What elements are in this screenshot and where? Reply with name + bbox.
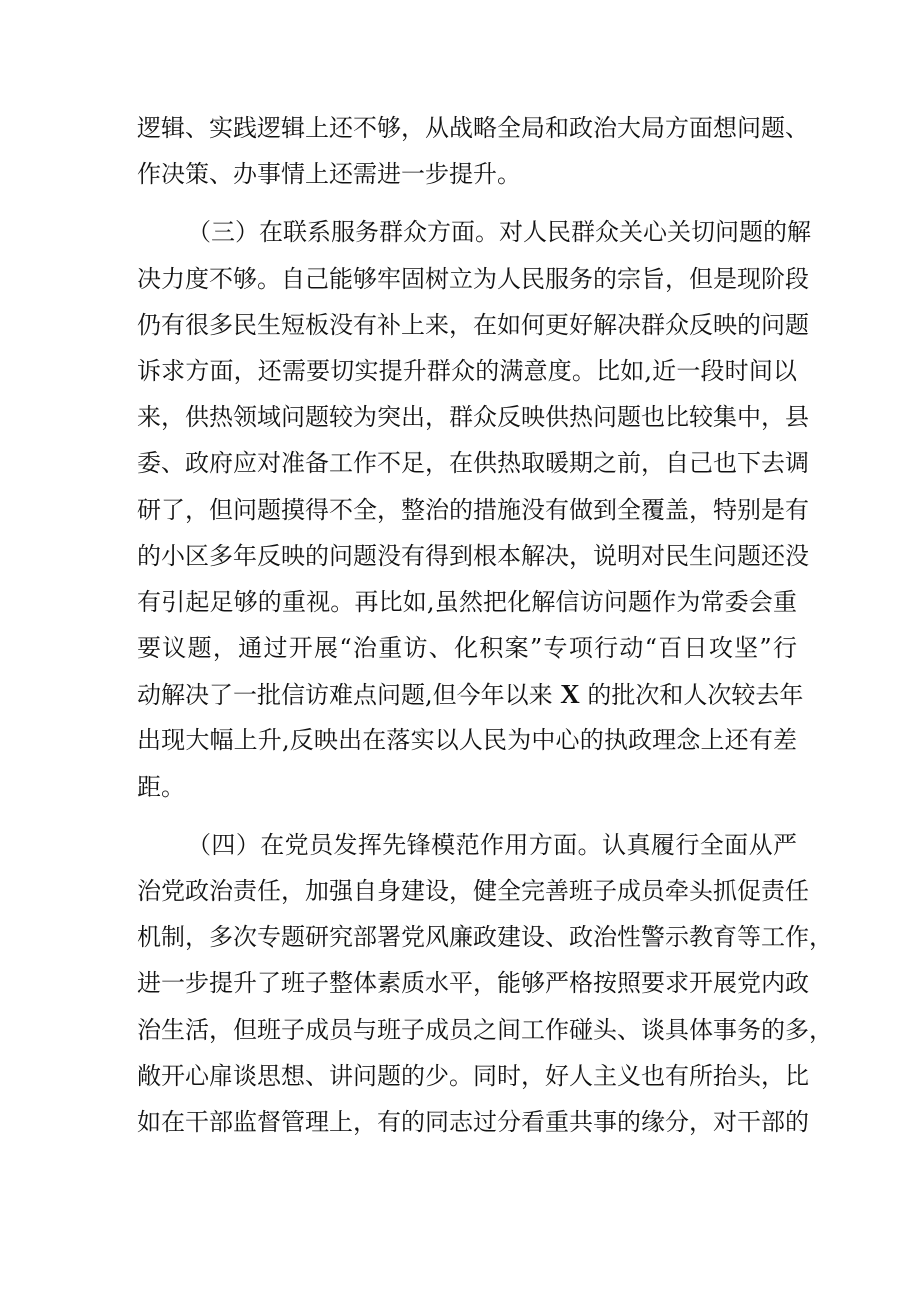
paragraph-3 [137,822,833,1145]
text-line: 作决策、办事情上还需进一步提升。 [137,160,521,189]
redacted-mark: X [560,679,580,710]
text-line: 要议题，通过开展“治重访、化积案”专项行动“百日攻坚”行 [137,634,797,663]
paragraph-2 [137,209,811,809]
text-segment: 的批次和人次较去年 [587,681,804,710]
text-line-with-mark [137,671,804,717]
paragraph-1 [137,105,809,197]
document-page [137,105,833,1145]
text-line: 委、政府应对准备工作不足，在供热取暖期之前，自己也下去调 [137,449,809,478]
text-line: 有引起足够的重视。再比如,虽然把化解信访问题作为常委会重 [137,587,797,616]
text-line: 敞开心扉谈思想、讲问题的少。同时，好人主义也有所抬头，比 [137,1061,809,1090]
text-line: 决力度不够。自己能够牢固树立为人民服务的宗旨，但是现阶段 [137,264,809,293]
text-line: 研了，但问题摸得不全，整治的措施没有做到全覆盖，特别是有 [137,495,809,524]
text-line: 的小区多年反映的问题没有得到根本解决，说明对民生问题还没 [137,541,809,570]
text-line: 进一步提升了班子整体素质水平，能够严格按照要求开展党内政 [137,969,809,998]
text-line: 机制，多次专题研究部署党风廉政建设、政治性警示教育等工作， [137,923,833,952]
text-line: 治生活，但班子成员与班子成员之间工作碰头、谈具体事务的多， [137,1015,833,1044]
text-line: 如在干部监督管理上，有的同志过分看重共事的缘分，对干部的 [137,1107,809,1136]
text-line: （三）在联系服务群众方面。对人民群众关心关切问题的解 [187,218,811,247]
text-line: 治党政治责任，加强自身建设，健全完善班子成员牵头抓促责任 [137,877,809,905]
text-line: 逻辑、实践逻辑上还不够，从战略全局和政治大局方面想问题、 [137,114,809,142]
text-line: （四）在党员发挥先锋模范作用方面。认真履行全面从严 [187,830,797,859]
text-line: 出现大幅上升,反映出在落实以人民为中心的执政理念上还有差 [137,726,797,755]
text-segment: 动解决了一批信访难点问题,但今年以来 [137,681,553,710]
text-line: 距。 [137,772,185,801]
text-line: 仍有很多民生短板没有补上来，在如何更好解决群众反映的问题 [137,310,809,339]
text-line: 诉求方面，还需要切实提升群众的满意度。比如,近一段时间以 [137,356,797,385]
text-line: 来，供热领域问题较为突出，群众反映供热问题也比较集中，县 [137,403,809,432]
